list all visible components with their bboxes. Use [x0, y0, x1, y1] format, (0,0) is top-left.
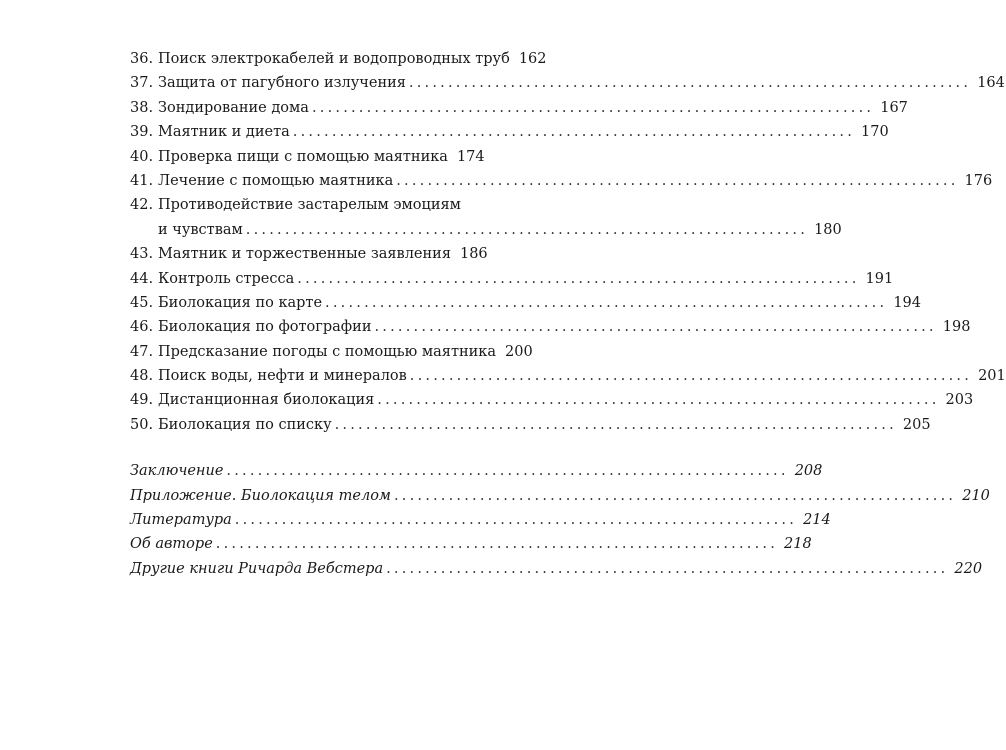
page-number: 218 [784, 536, 812, 553]
table-of-contents [130, 47, 1006, 581]
chapter-title: Предсказание погоды с помощью маятника [158, 343, 497, 360]
page-number: 214 [803, 512, 831, 529]
page-number: 174 [456, 148, 485, 165]
dot-leader: ........................................................................ [374, 319, 937, 336]
dot-leader: ........................................................................ [292, 124, 856, 141]
dot-leader: ........................................................................ [311, 99, 875, 116]
chapter-number: 42. [130, 197, 154, 214]
chapter-number: 47. [130, 343, 154, 360]
page-number: 170 [861, 124, 889, 141]
toc-entry-42 [130, 193, 842, 242]
page-number: 205 [902, 416, 931, 433]
chapter-number: 45. [130, 294, 154, 311]
page-number: 180 [814, 221, 842, 238]
chapter-number: 40. [130, 148, 154, 165]
page-number: 203 [945, 392, 974, 409]
toc-entry-44 [130, 267, 894, 291]
toc-entry-about-author [130, 532, 812, 556]
toc-entry-37 [130, 71, 1005, 95]
page-number: 176 [964, 172, 993, 189]
chapter-number: 37. [130, 75, 154, 92]
dot-leader: ........................................................................ [377, 392, 940, 409]
chapter-number: 44. [130, 270, 154, 287]
chapter-title: Защита от пагубного излучения [158, 75, 406, 92]
chapter-title-line1: Противодействие застарелым эмоциям [158, 197, 461, 214]
section-spacer [130, 437, 477, 459]
dot-leader: ........................................................................ [408, 75, 972, 92]
dot-leader: ........................................................................ [396, 172, 959, 189]
toc-entry-39 [130, 120, 889, 144]
toc-entry-conclusion [130, 459, 823, 483]
chapter-title: Маятник и торжественные заявления [158, 246, 451, 263]
section-title: Об авторе [130, 536, 213, 553]
page-number: 198 [942, 319, 971, 336]
page-number: 200 [505, 343, 533, 360]
toc-entry-other-books [130, 557, 983, 581]
chapter-title: Поиск воды, нефти и минералов [158, 368, 407, 385]
dot-leader: ........................................................................ [297, 270, 860, 287]
page-number: 194 [893, 294, 921, 311]
dot-leader: ........................................................................ [234, 512, 798, 529]
page-number: 164 [977, 75, 1005, 92]
section-title: Литература [130, 512, 232, 529]
toc-entry-50 [130, 413, 931, 437]
page-number: 208 [794, 463, 823, 480]
section-title: Приложение. Биолокация телом [130, 487, 391, 504]
page-number: 220 [954, 560, 983, 577]
page-number: 201 [978, 368, 1006, 385]
page-number: 210 [962, 487, 990, 504]
chapter-title: Лечение с помощью маятника [158, 172, 394, 189]
dot-leader: ........................................................................ [334, 416, 897, 433]
chapter-number: 49. [130, 392, 154, 409]
chapter-title: Дистанционная биолокация [158, 392, 375, 409]
chapter-title: Контроль стресса [158, 270, 295, 287]
page-number: 191 [865, 270, 894, 287]
toc-entry-47 [130, 340, 533, 364]
chapter-number: 41. [130, 172, 154, 189]
page-number: 167 [880, 99, 908, 116]
chapter-title: Биолокация по фотографии [158, 319, 372, 336]
toc-entry-36 [130, 47, 547, 71]
dot-leader: ........................................................................ [409, 368, 973, 385]
toc-entry-46 [130, 315, 971, 339]
toc-entry-40 [130, 145, 485, 169]
chapter-title: Биолокация по списку [158, 416, 332, 433]
page-number: 162 [518, 51, 547, 67]
toc-entry-41 [130, 169, 993, 193]
dot-leader: ........................................................................ [245, 221, 809, 238]
toc-entry-48 [130, 364, 1006, 388]
chapter-number: 39. [130, 124, 154, 141]
chapter-number: 48. [130, 368, 154, 385]
chapter-number: 46. [130, 319, 154, 336]
chapter-number: 43. [130, 246, 154, 263]
toc-entry-49 [130, 388, 974, 412]
chapter-title: Биолокация по карте [158, 294, 323, 311]
page-number: 186 [459, 246, 488, 263]
toc-entry-43 [130, 242, 488, 266]
dot-leader: ........................................................................ [325, 294, 888, 311]
dot-leader: ........................................................................ [215, 536, 779, 553]
chapter-number: 50. [130, 416, 154, 433]
toc-entry-38 [130, 96, 908, 120]
chapter-title: Маятник и диета [158, 124, 290, 141]
dot-leader: ........................................................................ [386, 560, 949, 577]
dot-leader: ........................................................................ [226, 463, 789, 480]
toc-entry-literature [130, 508, 831, 532]
toc-entry-45 [130, 291, 921, 315]
chapter-title: Проверка пищи с помощью маятника [158, 148, 448, 165]
dot-leader: ........................................................................ [393, 487, 957, 504]
section-title: Заключение [130, 463, 224, 480]
chapter-number: 36. [130, 51, 154, 67]
chapter-title: Поиск электрокабелей и водопроводных труб [158, 51, 510, 67]
section-title: Другие книги Ричарда Вебстера [130, 560, 384, 577]
chapter-number: 38. [130, 99, 154, 116]
chapter-title: Зондирование дома [158, 99, 309, 116]
toc-entry-appendix [130, 484, 990, 508]
chapter-title-line2: и чувствам [158, 221, 243, 238]
